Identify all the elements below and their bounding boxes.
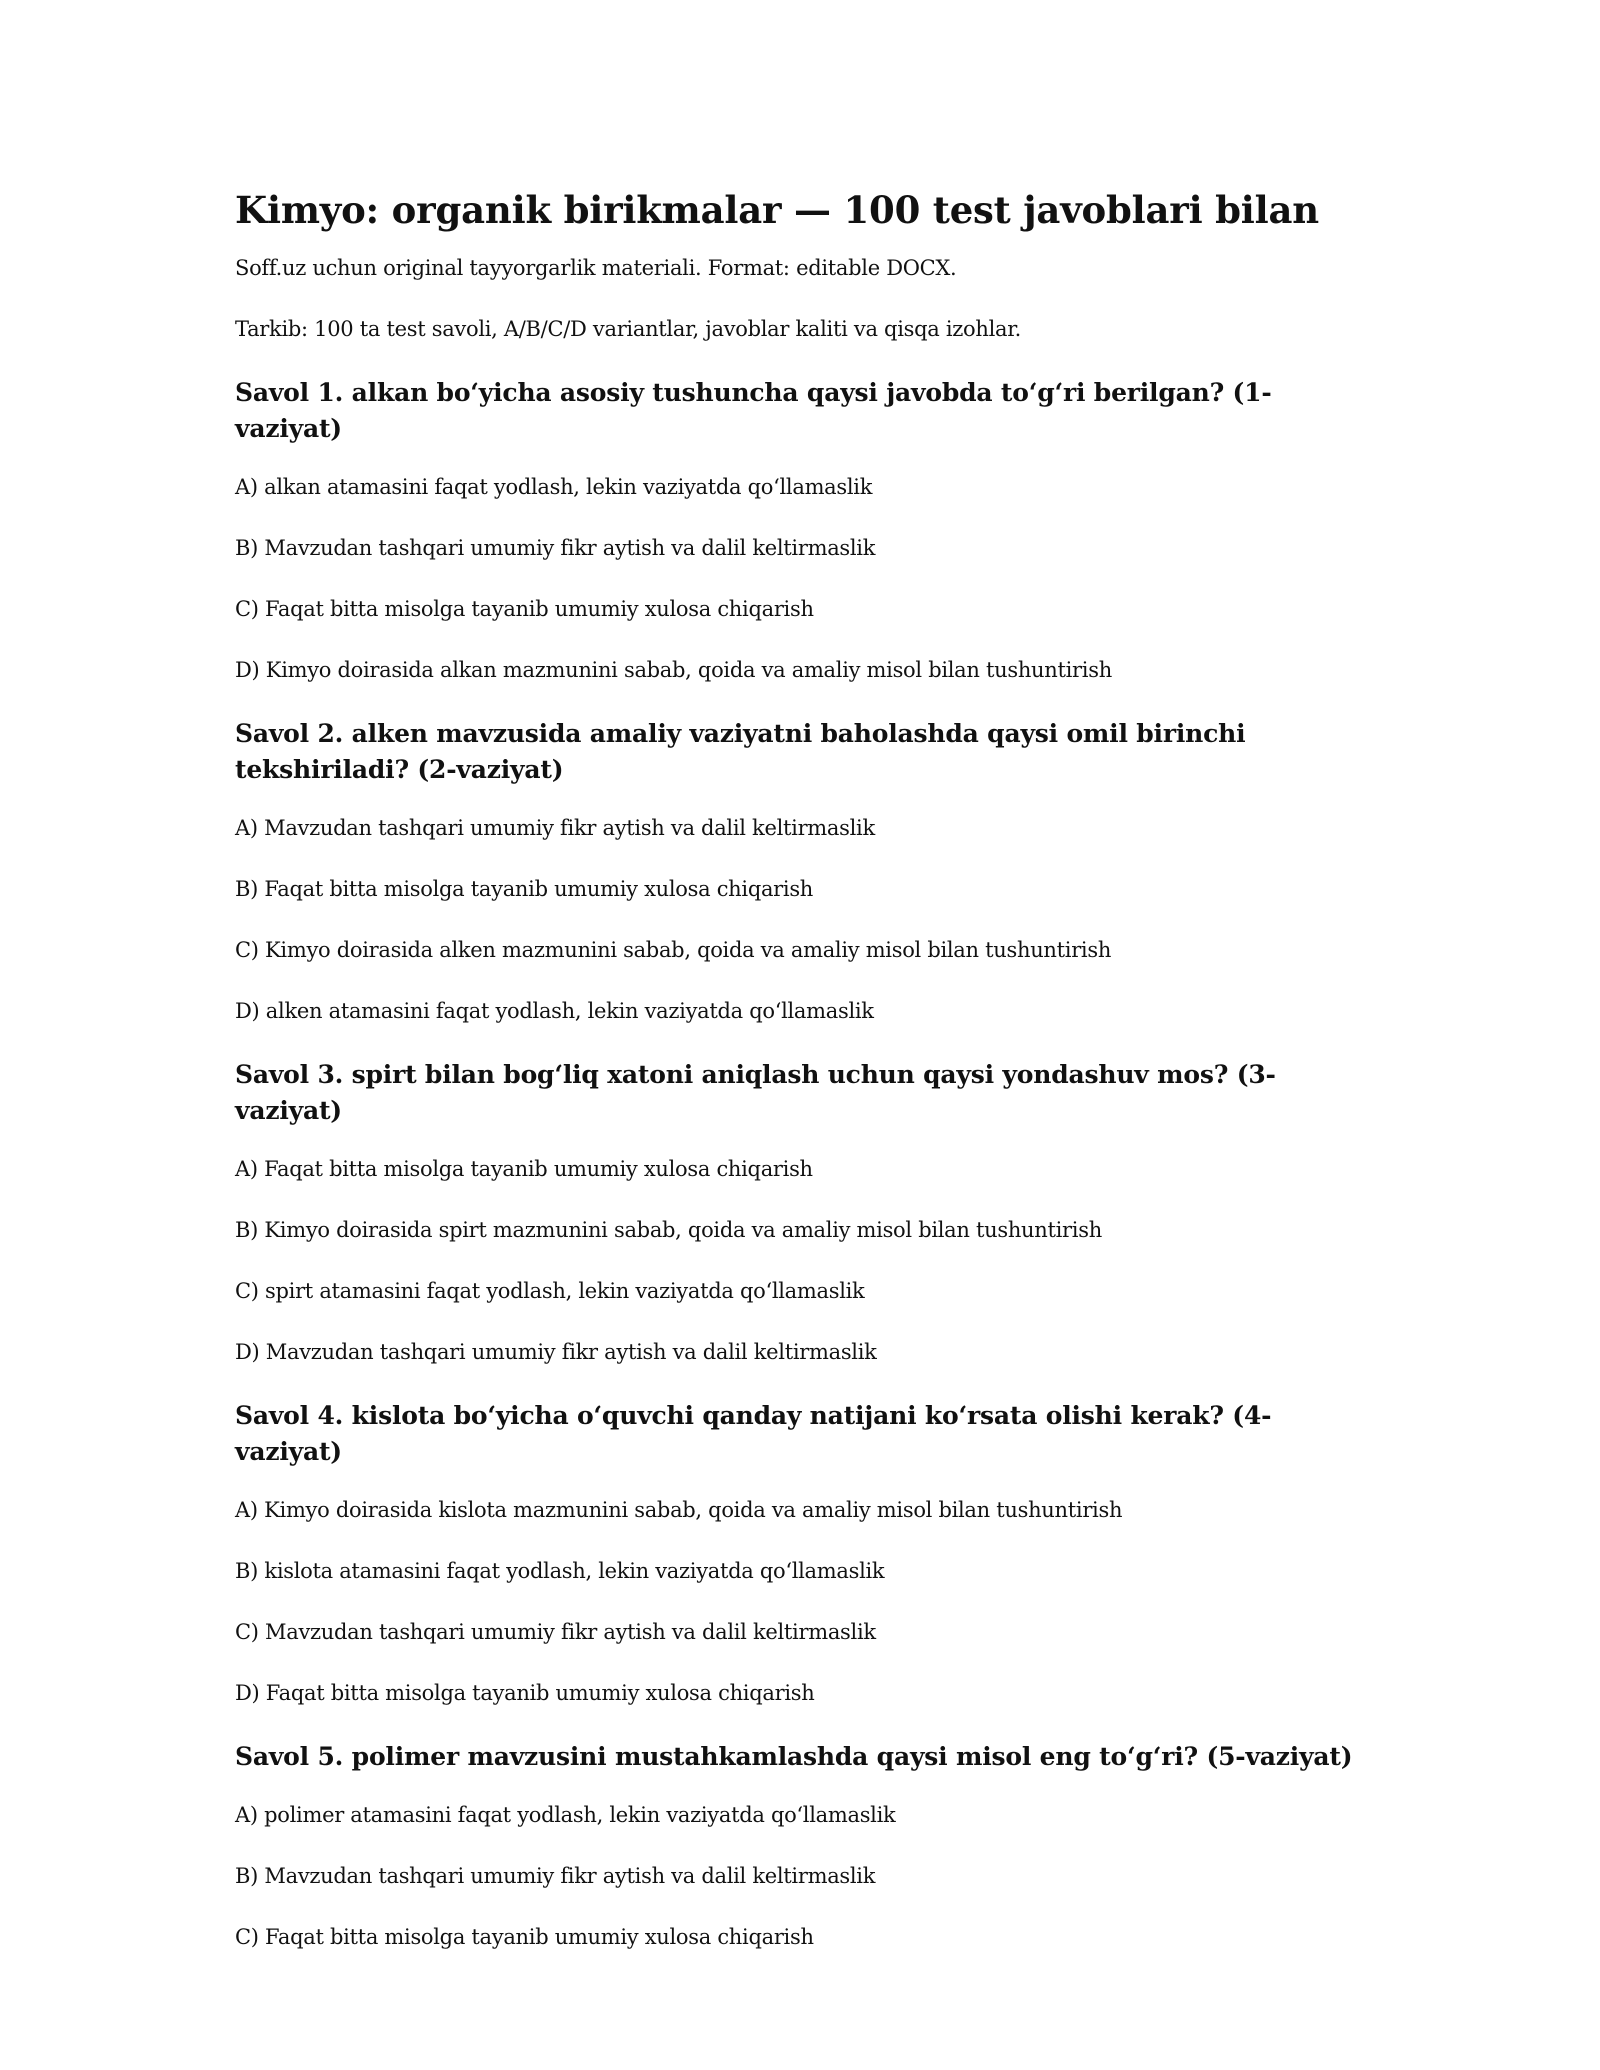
answer-option: A) Mavzudan tashqari umumiy fikr aytish va dalil keltirmaslik xyxy=(235,816,875,840)
question-heading: Savol 3. spirt bilan bog‘liq xatoni aniqlash uchun qaysi yondashuv mos? (3-vaziyat) xyxy=(235,1060,1276,1125)
answer-option: C) Faqat bitta misolga tayanib umumiy xulosa chiqarish xyxy=(235,597,814,621)
question-block xyxy=(235,375,1375,685)
answer-option: B) kislota atamasini faqat yodlash, lekin vaziyatda qo‘llamaslik xyxy=(235,1559,885,1583)
question-heading: Savol 1. alkan bo‘yicha asosiy tushuncha qaysi javobda to‘g‘ri berilgan? (1-vaziyat) xyxy=(235,378,1272,443)
answer-option: D) Mavzudan tashqari umumiy fikr aytish va dalil keltirmaslik xyxy=(235,1340,877,1364)
answer-option: A) Faqat bitta misolga tayanib umumiy xulosa chiqarish xyxy=(235,1157,813,1181)
answer-option: B) Kimyo doirasida spirt mazmunini sabab, qoida va amaliy misol bilan tushuntirish xyxy=(235,1218,1102,1242)
question-block xyxy=(235,1739,1375,1952)
question-heading: Savol 5. polimer mavzusini mustahkamlashda qaysi misol eng to‘g‘ri? (5-vaziyat) xyxy=(235,1742,1353,1771)
answer-option: A) polimer atamasini faqat yodlash, lekin vaziyatda qo‘llamaslik xyxy=(235,1803,896,1827)
answer-option: C) Faqat bitta misolga tayanib umumiy xulosa chiqarish xyxy=(235,1925,814,1949)
answer-option: C) Kimyo doirasida alken mazmunini sabab, qoida va amaliy misol bilan tushuntirish xyxy=(235,938,1112,962)
answer-option: D) Faqat bitta misolga tayanib umumiy xulosa chiqarish xyxy=(235,1681,815,1705)
question-heading: Savol 4. kislota bo‘yicha o‘quvchi qanday natijani ko‘rsata olishi kerak? (4-vaziyat) xyxy=(235,1401,1272,1466)
answer-option: D) alken atamasini faqat yodlash, lekin vaziyatda qo‘llamaslik xyxy=(235,999,874,1023)
answer-option: A) Kimyo doirasida kislota mazmunini sabab, qoida va amaliy misol bilan tushuntirish xyxy=(235,1498,1123,1522)
intro-paragraph: Tarkib: 100 ta test savoli, A/B/C/D variantlar, javoblar kaliti va qisqa izohlar. xyxy=(235,317,1022,341)
document-title: Kimyo: organik birikmalar — 100 test javoblari bilan xyxy=(235,188,1319,232)
answer-option: C) Mavzudan tashqari umumiy fikr aytish va dalil keltirmaslik xyxy=(235,1620,876,1644)
question-block xyxy=(235,1057,1375,1367)
question-heading: Savol 2. alken mavzusida amaliy vaziyatni baholashda qaysi omil birinchi tekshiriladi? (2-vaziyat) xyxy=(235,719,1246,784)
answer-option: B) Faqat bitta misolga tayanib umumiy xulosa chiqarish xyxy=(235,877,814,901)
intro-paragraph: Soff.uz uchun original tayyorgarlik materiali. Format: editable DOCX. xyxy=(235,256,957,280)
answer-option: B) Mavzudan tashqari umumiy fikr aytish va dalil keltirmaslik xyxy=(235,1864,876,1888)
document-page xyxy=(235,186,1375,1983)
answer-option: B) Mavzudan tashqari umumiy fikr aytish va dalil keltirmaslik xyxy=(235,536,876,560)
question-block xyxy=(235,1398,1375,1708)
answer-option: D) Kimyo doirasida alkan mazmunini sabab, qoida va amaliy misol bilan tushuntirish xyxy=(235,658,1112,682)
question-block xyxy=(235,716,1375,1026)
answer-option: A) alkan atamasini faqat yodlash, lekin vaziyatda qo‘llamaslik xyxy=(235,475,873,499)
answer-option: C) spirt atamasini faqat yodlash, lekin vaziyatda qo‘llamaslik xyxy=(235,1279,865,1303)
